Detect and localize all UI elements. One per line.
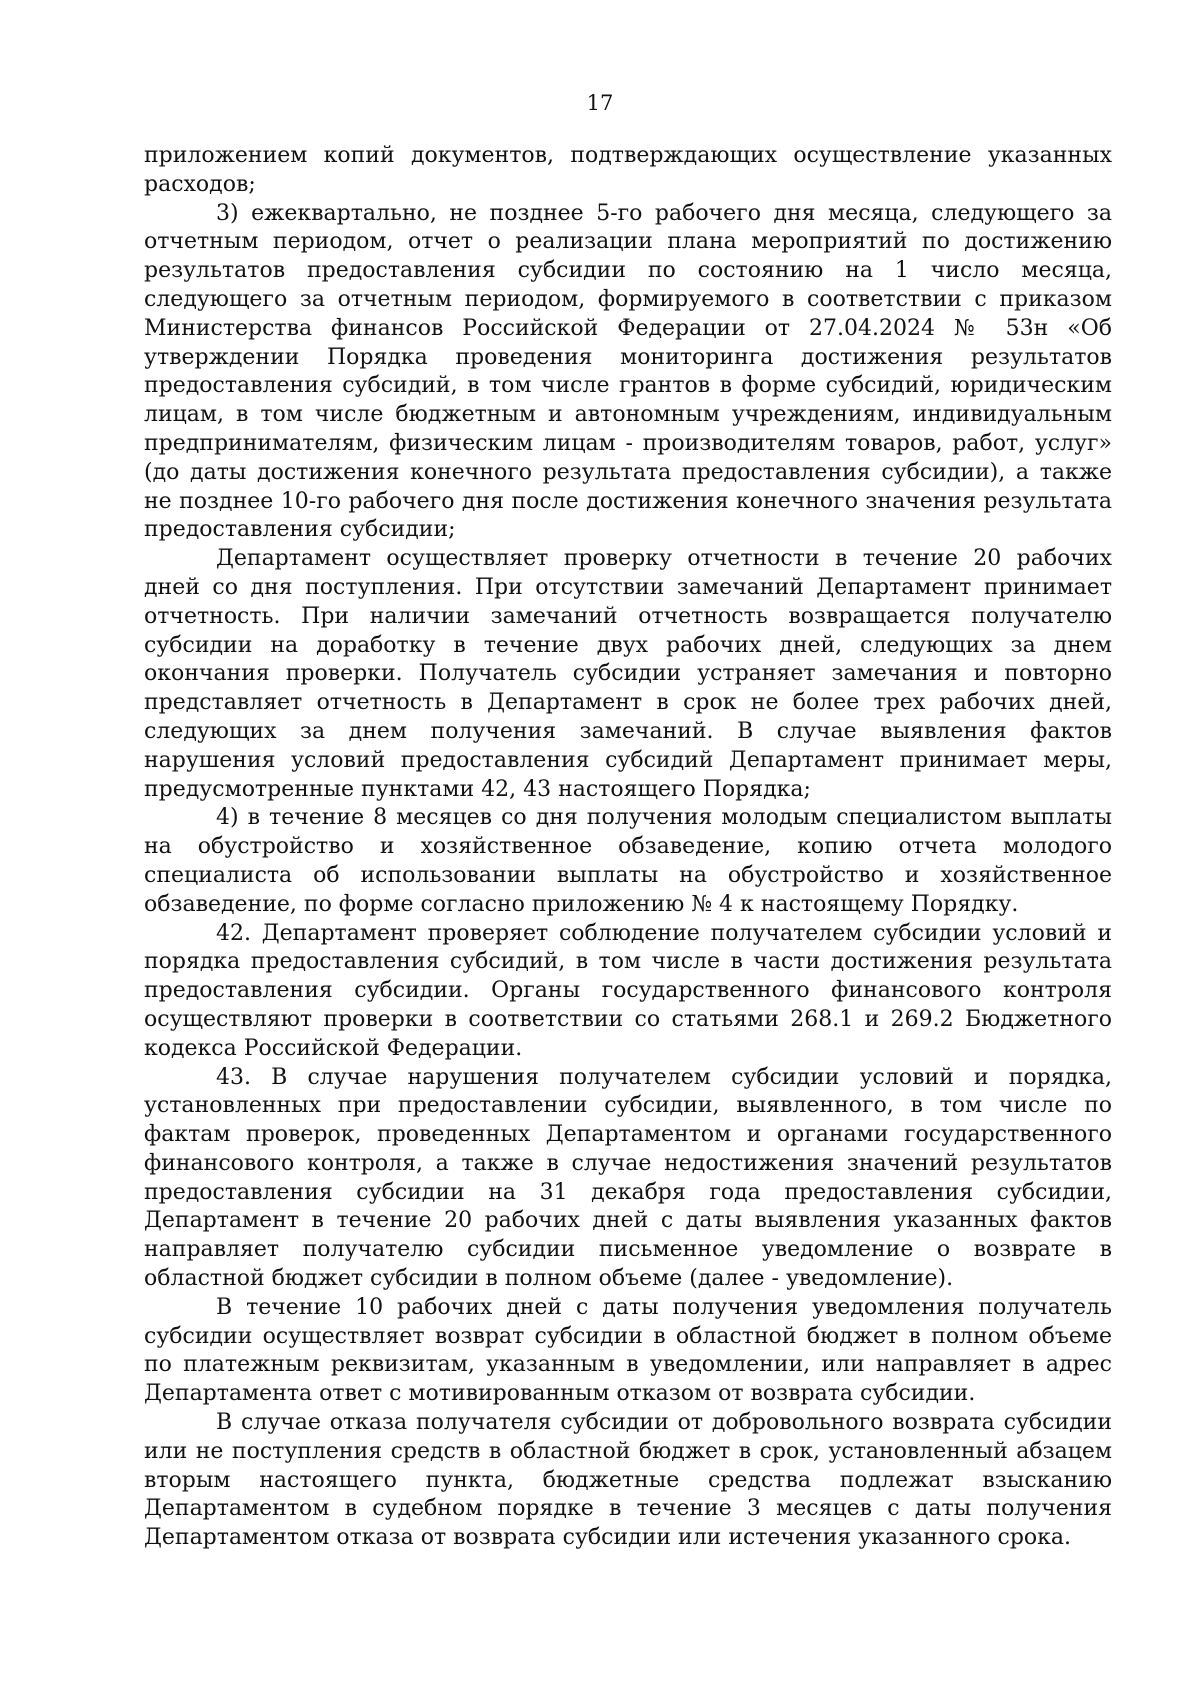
- paragraph-refund-term: В течение 10 рабочих дней с даты получения уведомления получатель субсидии осуществляет возврат субсидии в областной бюджет в полном объеме по платежным реквизитам, указанным в уведомлении, или направляет в адрес Департамента ответ с мотивированным отказом от возврата субсидии.: [144, 1294, 1112, 1407]
- paragraph-item-3: 3) ежеквартально, не позднее 5-го рабочего дня месяца, следующего за отчетным периодом, отчет о реализации плана мероприятий по достижению результатов предоставления субсидии по состоянию на 1 число месяца, следующего за отчетным периодом, формируемого в соответствии с приказом Министерства финансов Российской Федерации от 27.04.2024 № 53н «Об утверждении Порядка проведения мониторинга достижения результатов предоставления субсидий, в том числе грантов в форме субсидий, юридическим лицам, в том числе бюджетным и автономным учреждениям, индивидуальным предпринимателям, физическим лицам - производителям товаров, работ, услуг» (до даты достижения конечного результата предоставления субсидии), а также не позднее 10-го рабочего дня после достижения конечного значения результата предоставления субсидии;: [144, 200, 1112, 543]
- paragraph-continuation: приложением копий документов, подтверждающих осуществление указанных расходов;: [144, 143, 1112, 197]
- document-body: [144, 142, 1112, 1553]
- paragraph-clause-42: 42. Департамент проверяет соблюдение получателем субсидии условий и порядка предоставления субсидий, в том числе в части достижения результата предоставления субсидии. Органы государственного финансового контроля осуществляют проверки в соответствии со статьями 268.1 и 269.2 Бюджетного кодекса Российской Федерации.: [144, 920, 1112, 1061]
- paragraph-item-4: 4) в течение 8 месяцев со дня получения молодым специалистом выплаты на обустройство и хозяйственное обзаведение, копию отчета молодого специалиста об использовании выплаты на обустройство и хозяйственное обзаведение, по форме согласно приложению № 4 к настоящему Порядку.: [144, 805, 1112, 917]
- paragraph-clause-43: 43. В случае нарушения получателем субсидии условий и порядка, установленных при предоставлении субсидии, выявленного, в том числе по фактам проверок, проведенных Департаментом и органами государственного финансового контроля, а также в случае недостижения значений результатов предоставления субсидии на 31 декабря года предоставления субсидии, Департамент в течение 20 рабочих дней с даты выявления указанных фактов направляет получателю субсидии письменное уведомление о возврате в областной бюджет субсидии в полном объеме (далее - уведомление).: [144, 1064, 1112, 1292]
- paragraph-refusal-case: В случае отказа получателя субсидии от добровольного возврата субсидии или не поступления средств в областной бюджет в срок, установленный абзацем вторым настоящего пункта, бюджетные средства подлежат взысканию Департаментом в судебном порядке в течение 3 месяцев с даты получения Департаментом отказа от возврата субсидии или истечения указанного срока.: [144, 1410, 1112, 1551]
- paragraph-department-review: Департамент осуществляет проверку отчетности в течение 20 рабочих дней со дня поступления. При отсутствии замечаний Департамент принимает отчетность. При наличии замечаний отчетность возвращается получателю субсидии на доработку в течение двух рабочих дней, следующих за днем окончания проверки. Получатель субсидии устраняет замечания и повторно представляет отчетность в Департамент в срок не более трех рабочих дней, следующих за днем получения замечаний. В случае выявления фактов нарушения условий предоставления субсидий Департамент принимает меры, предусмотренные пунктами 42, 43 настоящего Порядка;: [144, 546, 1112, 802]
- page-number: 17: [586, 91, 614, 115]
